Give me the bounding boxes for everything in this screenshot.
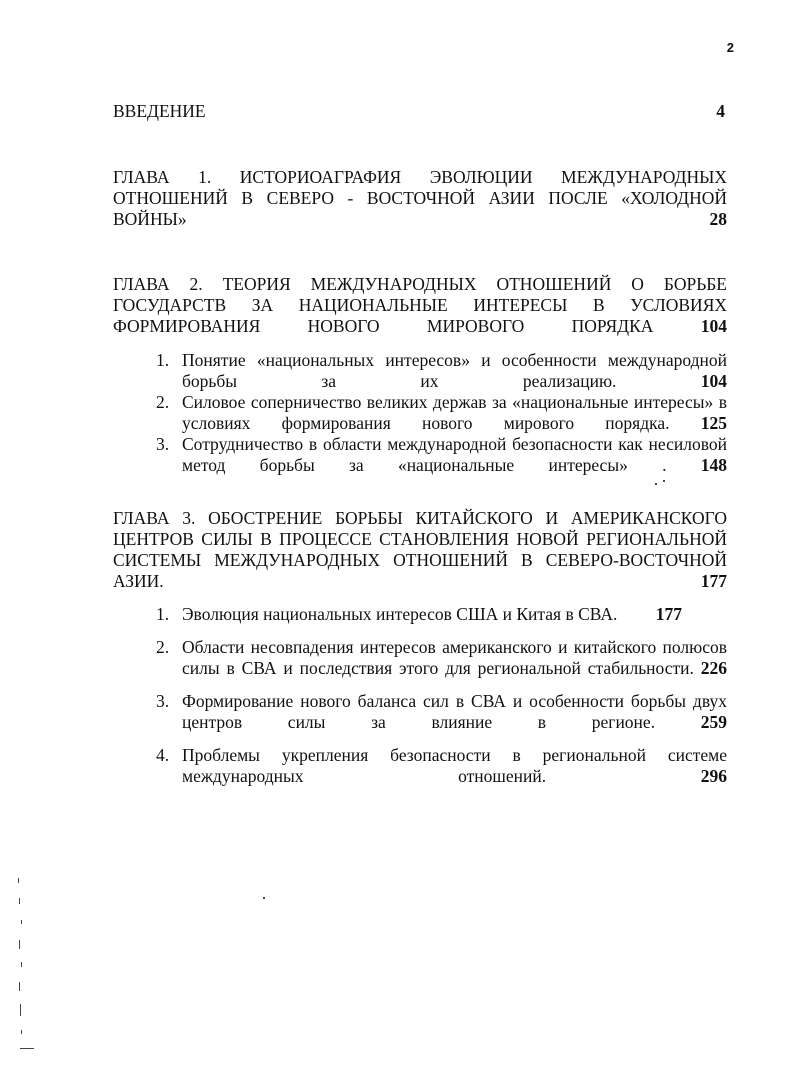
scan-speck xyxy=(663,480,665,482)
section-number: 2. xyxy=(156,392,170,412)
section-title: Области несовпадения интересов американского и китайского полюсов силы в СВА и последствия этого для региональной стабильности. xyxy=(182,637,727,678)
chapter-page: 28 xyxy=(709,209,727,229)
chapter-title: ГЛАВА 2. ТЕОРИЯ МЕЖДУНАРОДНЫХ ОТНОШЕНИЙ О БОРЬБЕ ГОСУДАРСТВ ЗА НАЦИОНАЛЬНЫЕ ИНТЕРЕСЫ В УСЛОВИЯХ ФОРМИРОВАНИЯ НОВОГО МИРОВОГО ПОРЯДКА xyxy=(113,274,727,336)
section-title: Понятие «национальных интересов» и особенности международной борьбы за их реализацию. xyxy=(182,350,727,391)
scan-speck xyxy=(21,920,22,924)
section-page: 148 xyxy=(700,455,728,475)
scan-speck xyxy=(19,898,20,904)
introduction-title: ВВЕДЕНИЕ xyxy=(113,101,206,121)
toc-section xyxy=(156,745,727,787)
section-title: Силовое соперничество великих держав за «национальные интересы» в условиях формирования нового мирового порядка. xyxy=(182,392,727,433)
chapter-page: 177 xyxy=(700,571,727,591)
chapter-page: 104 xyxy=(700,316,727,336)
section-title: Сотрудничество в области международной безопасности как несиловой метод борьбы за «национальные интересы» . xyxy=(182,434,727,475)
scan-speck xyxy=(655,483,657,485)
section-number: 3. xyxy=(156,434,170,454)
section-page: 259 xyxy=(700,712,728,732)
section-number: 1. xyxy=(156,604,170,624)
section-title: Формирование нового баланса сил в СВА и особенности борьбы двух центров силы за влияние в регионе. xyxy=(182,691,727,732)
toc-section xyxy=(156,434,727,476)
section-number: 1. xyxy=(156,350,170,370)
scan-speck xyxy=(19,940,20,949)
introduction-page: 4 xyxy=(716,101,725,121)
section-number: 2. xyxy=(156,637,170,657)
scan-speck xyxy=(263,897,265,899)
section-number: 3. xyxy=(156,691,170,711)
chapter-title: ГЛАВА 1. ИСТОРИОАГРАФИЯ ЭВОЛЮЦИИ МЕЖДУНАРОДНЫХ ОТНОШЕНИЙ В СЕВЕРО - ВОСТОЧНОЙ АЗИИ ПОСЛЕ «ХОЛОДНОЙ ВОЙНЫ» xyxy=(113,167,727,229)
chapter-3-sections xyxy=(156,604,727,787)
toc-section xyxy=(156,604,727,625)
toc-chapter-3 xyxy=(113,508,727,592)
section-page: 296 xyxy=(700,766,727,786)
scan-speck xyxy=(19,982,20,991)
toc-chapter-1 xyxy=(113,167,727,230)
scan-speck xyxy=(20,1048,34,1049)
toc-section xyxy=(156,637,727,679)
scan-speck xyxy=(21,962,22,967)
toc-entry-introduction xyxy=(113,101,725,122)
toc-section xyxy=(156,691,727,733)
chapter-title: ГЛАВА 3. ОБОСТРЕНИЕ БОРЬБЫ КИТАЙСКОГО И АМЕРИКАНСКОГО ЦЕНТРОВ СИЛЫ В ПРОЦЕССЕ СТАНОВЛЕНИЯ НОВОЙ РЕГИОНАЛЬНОЙ СИСТЕМЫ МЕЖДУНАРОДНЫХ ОТНОШЕНИЙ В СЕВЕРО-ВОСТОЧНОЙ АЗИИ. xyxy=(113,508,727,591)
section-page: 125 xyxy=(700,413,728,433)
page-number: 2 xyxy=(726,40,734,55)
section-page: 104 xyxy=(700,371,728,391)
section-title: Проблемы укрепления безопасности в региональной системе международных отношений. xyxy=(182,745,727,786)
section-number: 4. xyxy=(156,745,170,765)
section-page: 177 xyxy=(655,604,682,624)
chapter-2-sections xyxy=(156,350,727,476)
scan-speck xyxy=(21,1030,22,1034)
toc-chapter-2 xyxy=(113,274,727,337)
toc-section xyxy=(156,392,727,434)
toc-section xyxy=(156,350,727,392)
scan-speck xyxy=(18,878,19,883)
scan-speck xyxy=(20,1004,21,1016)
section-title: Эволюция национальных интересов США и Китая в СВА. xyxy=(182,604,618,624)
section-page: 226 xyxy=(700,658,728,678)
